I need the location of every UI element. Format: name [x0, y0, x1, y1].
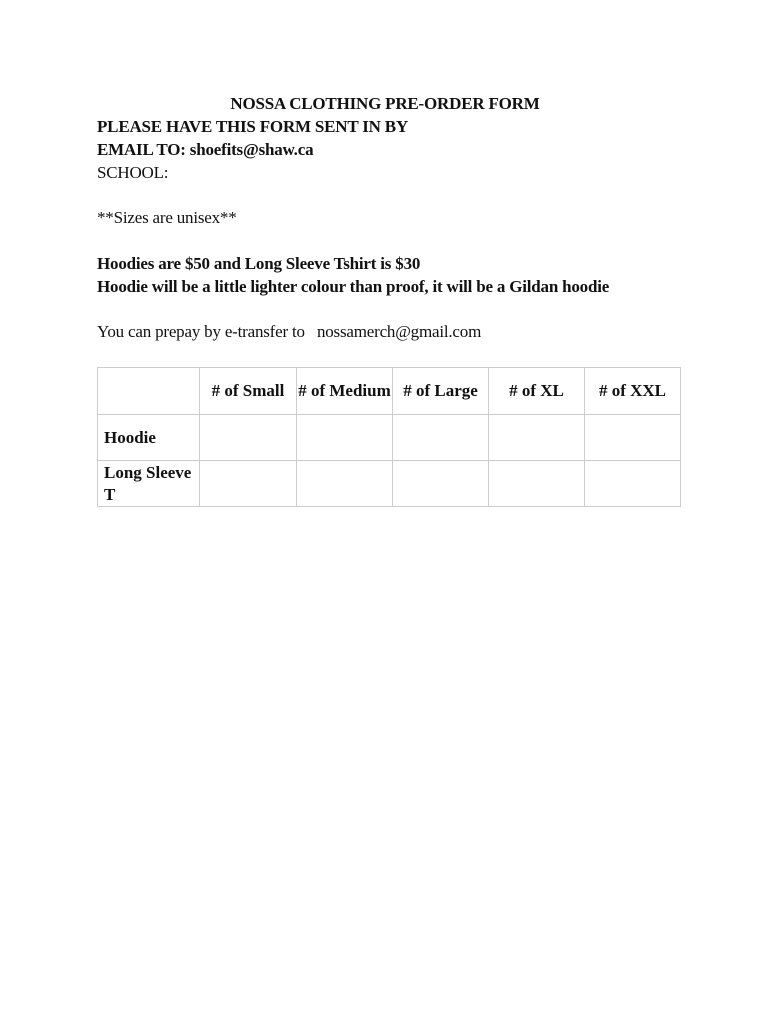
- header-cell-xl: # of XL: [489, 368, 585, 415]
- hoodie-small-cell[interactable]: [200, 415, 297, 461]
- header-cell-xxl: # of XXL: [585, 368, 681, 415]
- row-label-long-sleeve: Long Sleeve T: [98, 461, 200, 507]
- email-line: EMAIL TO: shoefits@shaw.ca: [97, 140, 314, 159]
- row-label-hoodie: Hoodie: [98, 415, 200, 461]
- header-cell-blank: [98, 368, 200, 415]
- long-sleeve-xl-cell[interactable]: [489, 461, 585, 507]
- form-title: NOSSA CLOTHING PRE-ORDER FORM: [230, 94, 540, 113]
- table-row-long-sleeve: [98, 461, 681, 507]
- hoodie-xl-cell[interactable]: [489, 415, 585, 461]
- header-cell-medium: # of Medium: [297, 368, 393, 415]
- long-sleeve-small-cell[interactable]: [200, 461, 297, 507]
- sizes-note: **Sizes are unisex**: [97, 208, 237, 227]
- prepay-line: You can prepay by e-transfer to nossamerch@gmail.com: [97, 322, 482, 341]
- hoodie-note: Hoodie will be a little lighter colour than proof, it will be a Gildan hoodie: [97, 277, 610, 296]
- hoodie-large-cell[interactable]: [393, 415, 489, 461]
- hoodie-medium-cell[interactable]: [297, 415, 393, 461]
- school-label: SCHOOL:: [97, 163, 169, 182]
- header-cell-large: # of Large: [393, 368, 489, 415]
- hoodie-xxl-cell[interactable]: [585, 415, 681, 461]
- long-sleeve-xxl-cell[interactable]: [585, 461, 681, 507]
- table-header-row: [98, 368, 681, 415]
- table-row-hoodie: [98, 415, 681, 461]
- header-cell-small: # of Small: [200, 368, 297, 415]
- send-instruction: PLEASE HAVE THIS FORM SENT IN BY: [97, 117, 409, 136]
- long-sleeve-medium-cell[interactable]: [297, 461, 393, 507]
- price-line: Hoodies are $50 and Long Sleeve Tshirt is $30: [97, 254, 421, 273]
- long-sleeve-large-cell[interactable]: [393, 461, 489, 507]
- order-table: [97, 367, 681, 507]
